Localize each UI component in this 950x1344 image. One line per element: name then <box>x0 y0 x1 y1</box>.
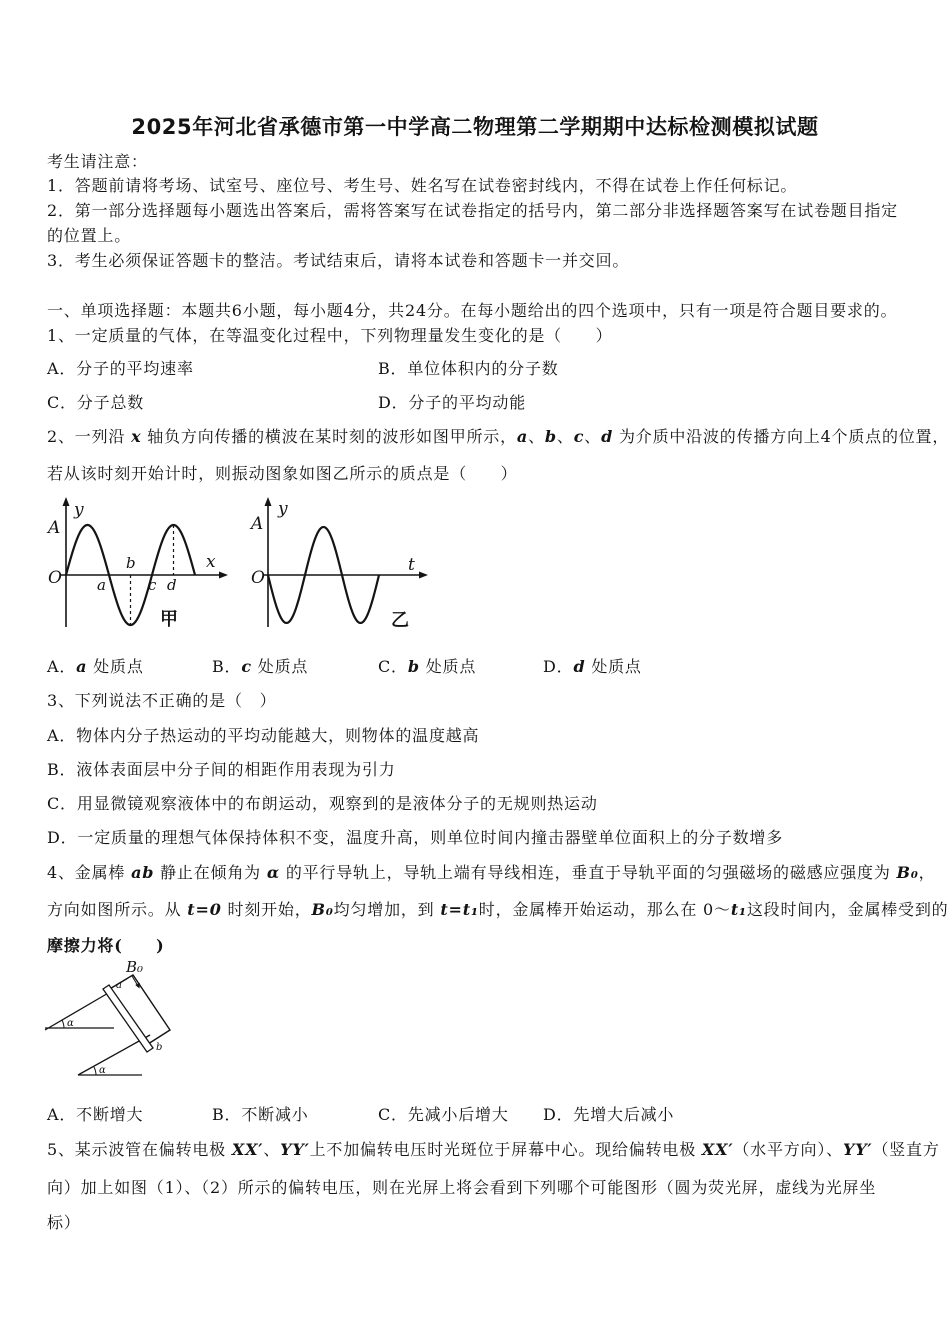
point-b-label: b <box>126 554 136 572</box>
q5-text: （水平方向）、 <box>733 1140 843 1159</box>
q5-stem-line-2: 向）加上如图（1）、（2）所示的偏转电压，则在光屏上将会看到下列哪个可能图形（圆为荧光屏，虚线为光屏坐 <box>47 1178 877 1197</box>
exam-title: 2025年河北省承德市第一中学高二物理第二学期期中达标检测模拟试题 <box>131 115 819 139</box>
option-text: 处质点 <box>93 657 144 676</box>
q2-sep: 、 <box>528 427 545 446</box>
q4-option-d: D．先增大后减小 <box>543 1105 675 1124</box>
y-axis-arrow <box>265 497 272 506</box>
t-axis-label: t <box>408 555 415 575</box>
q5-var-yy: YY′ <box>280 1140 310 1159</box>
point-c-label: c <box>148 576 157 594</box>
q4-stem-line-3: 摩擦力将( ) <box>47 936 165 955</box>
q2-text: 轴负方向传播的横波在某时刻的波形如图甲所示， <box>141 427 517 446</box>
figure-caption-jia: 甲 <box>160 609 178 630</box>
q4-var-alpha: α <box>266 863 280 882</box>
bar-end-a-label: a <box>116 980 122 991</box>
notice-line-1: 1．答题前请将考场、试室号、座位号、考生号、姓名写在试卷密封线内，不得在试卷上作任何标记。 <box>47 176 798 195</box>
q1-option-a: A．分子的平均速率 <box>47 359 194 378</box>
q4-var-t0: t=0 <box>187 900 222 919</box>
option-var: d <box>573 657 586 676</box>
q4-text: 方向如图所示。从 <box>47 900 188 919</box>
origin-label: O <box>251 568 265 588</box>
q4-var-t1: t₁ <box>730 900 747 919</box>
q1-option-b: B．单位体积内的分子数 <box>378 359 559 378</box>
q5-text: （竖直方 <box>872 1140 940 1159</box>
option-text: 处质点 <box>425 657 477 676</box>
q5-sep: 、 <box>263 1140 281 1159</box>
notice-line-4: 3．考生必须保证答题卡的整洁。考试结束后，请将本试卷和答题卡一并交回。 <box>47 251 630 270</box>
q4-stem-line-1 <box>47 862 935 884</box>
notice-line-3: 的位置上。 <box>47 226 132 245</box>
option-label: D． <box>543 657 574 676</box>
q4-text: 时刻开始， <box>221 900 312 919</box>
q4-option-c: C．先减小后增大 <box>378 1105 509 1124</box>
x-axis-arrow <box>219 572 228 579</box>
q5-stem-line-1 <box>47 1139 940 1161</box>
option-label: B． <box>212 657 242 676</box>
q4-text: 均匀增加，到 <box>333 900 441 919</box>
angle-arc-lower <box>94 1067 96 1075</box>
origin-label: O <box>48 568 62 588</box>
option-var: c <box>241 657 252 676</box>
q5-var-yy: YY′ <box>842 1140 873 1159</box>
q3-option-a: A．物体内分子热运动的平均动能越大，则物体的温度越高 <box>47 726 480 745</box>
t-axis-arrow <box>419 572 428 579</box>
point-d-label: d <box>167 576 177 594</box>
q4-text: ， <box>918 863 936 882</box>
q4-text: 静止在倾角为 <box>154 863 267 882</box>
q1-stem: 1、一定质量的气体，在等温变化过程中，下列物理量发生变化的是（ ） <box>47 326 613 345</box>
metal-bar-ab <box>103 985 153 1052</box>
q4-text: 4、金属棒 <box>47 863 132 882</box>
inclined-rails-figure <box>40 960 180 1082</box>
q2-var-a: a <box>516 427 529 446</box>
field-label: B₀ <box>126 958 144 976</box>
notice-line-2: 2．第一部分选择题每小题选出答案后，需将答案写在试卷指定的括号内，第二部分非选择题答案写在试卷题目指定 <box>47 201 898 220</box>
y-axis-label: y <box>278 499 288 519</box>
q3-option-d: D．一定质量的理想气体保持体积不变，温度升高，则单位时间内撞击器壁单位面积上的分子数增多 <box>47 828 784 847</box>
q2-option-b <box>212 656 308 678</box>
q1-option-c: C．分子总数 <box>47 393 145 412</box>
q5-var-xx: XX′ <box>231 1140 264 1159</box>
wave-graph-jia <box>40 495 235 635</box>
q2-var-x: x <box>131 427 142 446</box>
q5-text: 5、某示波管在偏转电极 <box>47 1140 232 1159</box>
q2-var-d: d <box>601 427 614 446</box>
q3-option-c: C．用显微镜观察液体中的布朗运动，观察到的是液体分子的无规则热运动 <box>47 794 598 813</box>
q2-var-b: b <box>544 427 557 446</box>
q1-option-d: D．分子的平均动能 <box>378 393 527 412</box>
q4-var-b0: B₀ <box>896 863 919 882</box>
option-var: a <box>76 657 88 676</box>
y-axis-label: y <box>74 500 84 520</box>
option-text: 处质点 <box>591 657 642 676</box>
q4-text: 时，金属棒开始运动，那么在 0～ <box>478 900 731 919</box>
y-axis-arrow <box>63 497 70 506</box>
angle-arc-upper <box>62 1020 64 1028</box>
q2-option-d <box>543 656 642 678</box>
q2-var-c: c <box>573 427 585 446</box>
q2-option-c <box>378 656 476 678</box>
x-axis-label: x <box>206 552 216 572</box>
q2-stem-line-1 <box>47 426 949 448</box>
option-text: 处质点 <box>257 657 309 676</box>
q5-stem-line-3: 标） <box>47 1213 81 1232</box>
point-a-label: a <box>97 576 106 594</box>
q2-option-a <box>47 656 144 678</box>
q3-stem: 3、下列说法不正确的是（ ） <box>47 691 277 710</box>
q3-option-b: B．液体表面层中分子间的相距作用表现为引力 <box>47 760 396 779</box>
q4-option-b: B．不断减小 <box>212 1105 309 1124</box>
q4-var-ab: ab <box>131 863 155 882</box>
vibration-graph-yi <box>245 495 435 635</box>
angle-label-upper: α <box>67 1018 74 1029</box>
option-label: A． <box>47 657 77 676</box>
rail-upper <box>45 992 110 1030</box>
amplitude-label: A <box>251 514 264 534</box>
amplitude-label: A <box>48 518 61 538</box>
bar-end-b-label: b <box>156 1042 163 1053</box>
q2-text: 2、一列沿 <box>47 427 132 446</box>
q4-text: 的平行导轨上，导轨上端有导线相连，垂直于导轨平面的匀强磁场的磁感应强度为 <box>279 863 897 882</box>
q4-stem-line-2 <box>47 899 948 921</box>
field-arrow-head <box>135 983 140 989</box>
q4-var-t-t1: t=t₁ <box>440 900 479 919</box>
section-heading: 一、单项选择题：本题共6小题，每小题4分，共24分。在每小题给出的四个选项中，只有一项是符合题目要求的。 <box>47 301 898 320</box>
option-var: b <box>407 657 420 676</box>
angle-label-lower: α <box>99 1065 106 1076</box>
q4-var-b0: B₀ <box>311 900 334 919</box>
q2-text: 为介质中沿波的传播方向上4个质点的位置， <box>613 427 950 446</box>
figure-caption-yi: 乙 <box>391 610 409 631</box>
q5-text: 上不加偏转电压时光斑位于屏幕中心。现给偏转电极 <box>309 1140 702 1159</box>
q2-sep: 、 <box>584 427 602 446</box>
option-label: C． <box>378 657 408 676</box>
q4-text: 这段时间内，金属棒受到的 <box>746 900 949 919</box>
q2-sep: 、 <box>556 427 574 446</box>
q2-stem-line-2: 若从该时刻开始计时，则振动图象如图乙所示的质点是（ ） <box>47 464 518 483</box>
q4-option-a: A．不断增大 <box>47 1105 144 1124</box>
q5-var-xx: XX′ <box>701 1140 734 1159</box>
notice-heading: 考生请注意： <box>47 152 148 171</box>
